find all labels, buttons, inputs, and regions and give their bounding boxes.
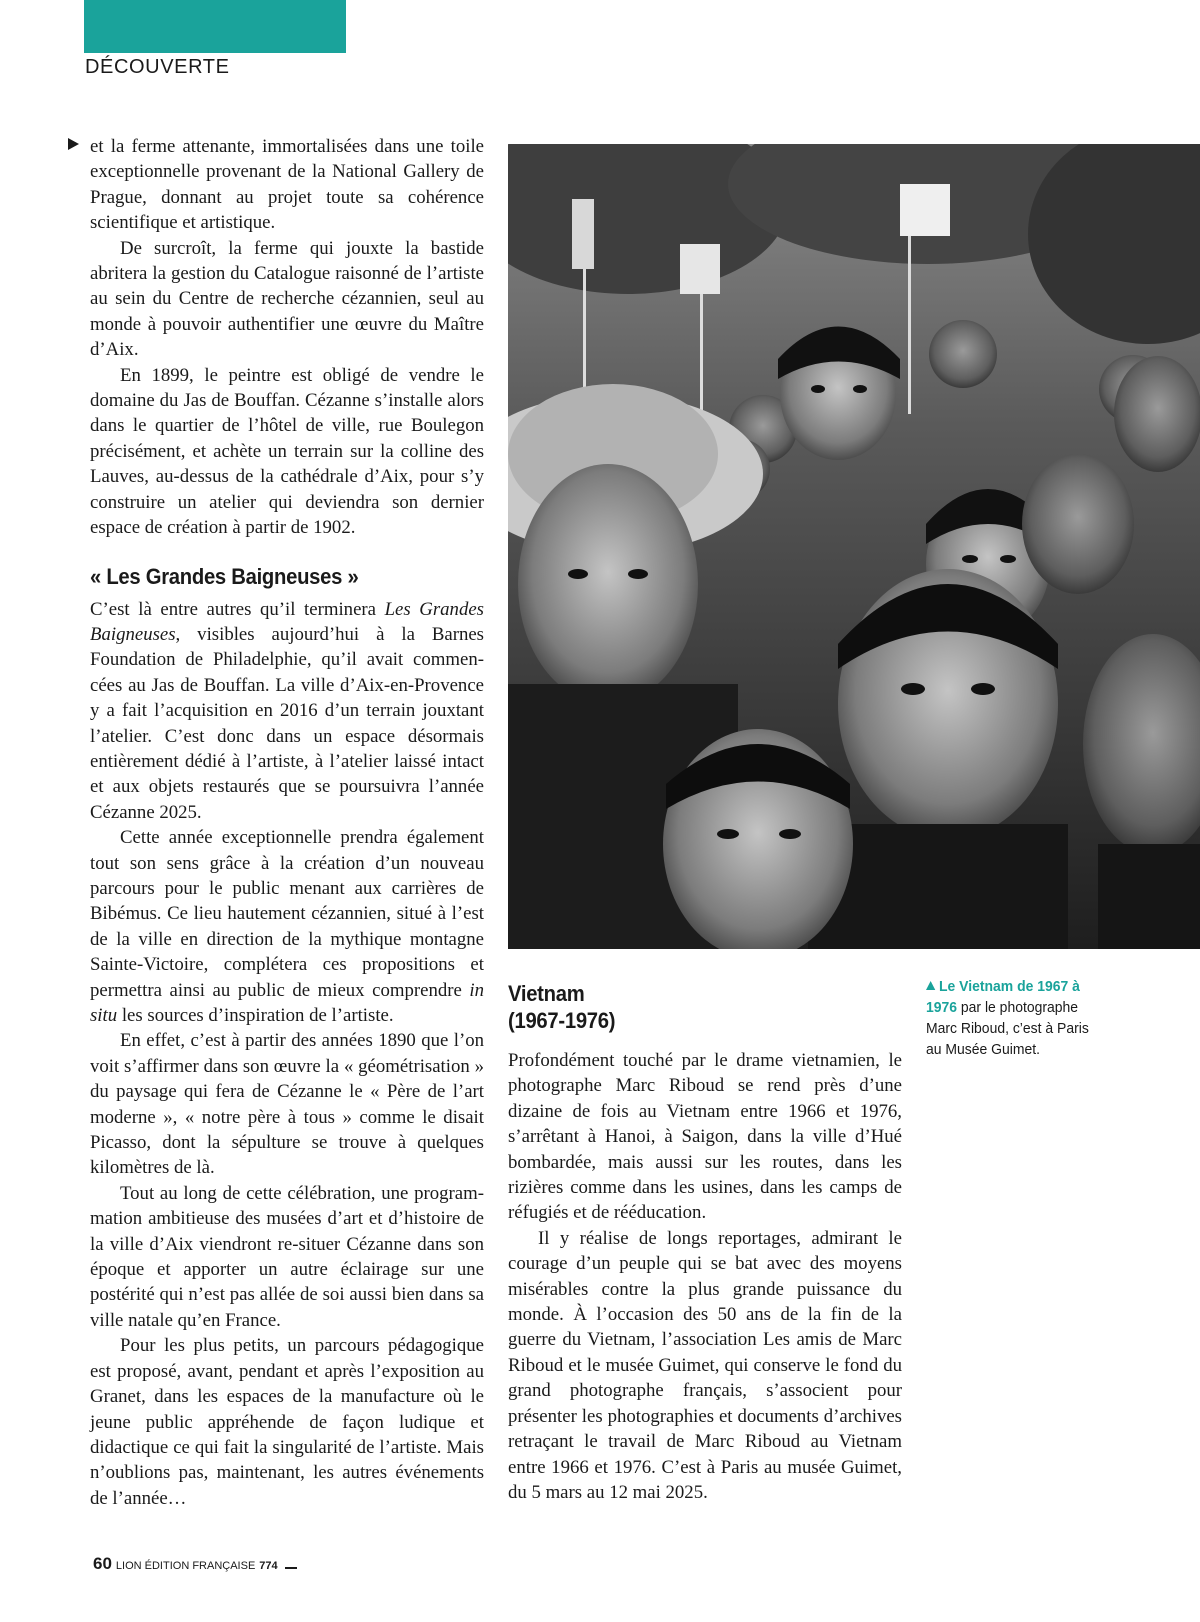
header-accent-band: [84, 0, 346, 53]
issue-number: 774: [259, 1560, 278, 1572]
paragraph-4-end: , visibles aujourd’hui à la Barnes Foundation de Philadelphie, qu’il avait commencées au Jas de Bouffan. La ville d’Aix-en-Provence y a fait l’acquisition en 2016 d’un terrain jouxtant l’atelier. C’est donc dans un espace désormais entièrement dédié à l’artiste, à l’atelier laissé intact et aux objets restaurés que se poursuivra l’année Cézanne 2025.: [90, 623, 484, 823]
paragraph-1: et la ferme attenante, immortalisées dans une toile exceptionnelle provenant de la National Gallery de Prague, donnant au projet toute sa cohérence scientifique et artistique.: [90, 136, 484, 234]
latin-phrase: in situ: [90, 979, 484, 1026]
caption-highlight: Le Vietnam de 1967 à 1976: [926, 978, 1080, 1016]
box-title: [508, 980, 870, 1034]
paragraph-5-start: Cette année exceptionnelle prendra également tout son sens grâce à la création d’un nouveau parcours pour le public menant aux carrières de Bibémus. Ce lieu hautement cézannien, situé à l’est de la ville en direction de la mythique montagne Sainte-Victoire, complétera ces propositions et permettra ainsi au public de mieux comprendre: [90, 827, 484, 1001]
paragraph-7: Tout au long de cette célébration, une programmation ambitieuse des musées d’art et d’histoire de la ville d’Aix viendront re-situer Cézanne dans son époque et apporter un autre éclairage sur une postérité qui n’est pas allée de soi aussi bien dans sa ville natale qu’en France.: [90, 1182, 484, 1331]
box-title-line-2: (1967-1976): [508, 1008, 616, 1033]
box-title-line-1: Vietnam: [508, 981, 585, 1006]
subheading: « Les Grandes Baigneuses »: [90, 563, 359, 589]
left-column: [90, 134, 484, 1511]
footer-dash: [285, 1567, 297, 1569]
vietnam-box: [508, 980, 902, 1505]
section-label: DÉCOUVERTE: [85, 56, 230, 78]
photo-caption: [926, 976, 1093, 1060]
artwork-title: Les Grandes Baigneuses: [90, 598, 484, 645]
paragraph-6: En effet, c’est à partir des années 1890 que l’on voit s’affirmer dans son œuvre la « géométrisation » du paysage qui fera de Cézanne le « Père de l’art moderne », « notre père à tous » comme le disait Picasso, dont la sépulture se trouve à quelques kilomètres de là.: [90, 1030, 484, 1179]
paragraph-2: De surcroît, la ferme qui jouxte la bastide abritera la gestion du Catalogue raisonné de l’artiste au sein du Centre de recherche cézannien, seul au monde à pouvoir authentifier une œuvre du Maître d’Aix.: [90, 237, 484, 361]
publication-name: LION ÉDITION FRANÇAISE: [115, 1560, 256, 1572]
page-footer: [93, 1554, 297, 1574]
caption-triangle-icon: [926, 981, 935, 990]
page-number: 60: [93, 1554, 112, 1573]
box-paragraph-1: Profondément touché par le drame vietnamien, le photographe Marc Riboud se rend près d’une dizaine de fois au Vietnam entre 1966 et 1976, s’arrêtant à Hanoi, à Saigon, dans la ville d’Hué bombardée, mais aussi sur les routes, dans les rizières comme dans les usines, dans les camps de réfugiés et de rééducation.: [508, 1050, 902, 1224]
paragraph-4: [90, 597, 484, 826]
paragraph-8: Pour les plus petits, un parcours pédagogique est proposé, avant, pendant et après l’exposition au Granet, dans les espaces de la manufacture où le jeune public appréhende de façon ludique et didactique ce qui fait la singularité de l’artiste. Mais n’oublions pas, maintenant, les autres événements de l’année…: [90, 1335, 484, 1509]
box-paragraph-2: Il y réalise de longs reportages, admirant le courage d’un peuple qui se bat avec des moyens misérables contre la plus grande puissance du monde. À l’occasion des 50 ans de la fin de la guerre du Vietnam, l’association Les amis de Marc Riboud et le musée Guimet, qui conserve le fond du grand photographe français, s’associent pour présenter les photographies et documents d’archives retraçant le travail de Marc Riboud au Vietnam entre 1966 et 1976. C’est à Paris au musée Guimet, du 5 mars au 12 mai 2025.: [508, 1227, 902, 1503]
paragraph-4-start: C’est là entre autres qu’il terminera: [90, 598, 385, 620]
crowd-photo-illustration: [508, 144, 1200, 949]
paragraph-5: [90, 825, 484, 1028]
vietnam-photo: [508, 144, 1200, 949]
continuation-arrow-icon: [68, 138, 79, 150]
caption-text: par le photographe Marc Riboud, c’est à Paris au Musée Guimet.: [926, 999, 1089, 1058]
paragraph-5-end: les sources d’inspiration de l’artiste.: [117, 1005, 394, 1026]
paragraph-3: En 1899, le peintre est obligé de vendre le domaine du Jas de Bouffan. Cézanne s’installe alors dans le quartier de l’hôtel de ville, rue Boulegon précisément, et achète un terrain sur la colline des Lauves, au-dessus de la cathédrale d’Aix, pour s’y construire un atelier qui deviendra son dernier espace de création à partir de 1902.: [90, 364, 484, 539]
